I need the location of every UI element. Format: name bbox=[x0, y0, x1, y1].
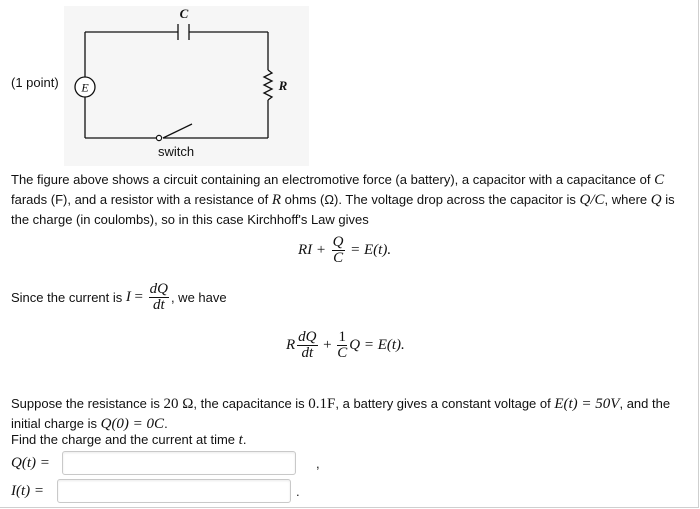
capacitor-label: C bbox=[179, 6, 189, 21]
switch-contact bbox=[156, 135, 161, 140]
current-definition bbox=[11, 282, 227, 313]
eq2-rhs: Q = E(t). bbox=[349, 337, 405, 353]
current-var-i: I bbox=[125, 289, 131, 305]
differential-equation bbox=[286, 330, 405, 361]
q-answer-label: Q(t) = bbox=[11, 455, 50, 471]
kirchhoff-equation bbox=[298, 235, 391, 266]
given-resistance: 20 Ω bbox=[163, 396, 194, 412]
switch-label: switch bbox=[157, 144, 195, 159]
current-text-2: , we have bbox=[170, 290, 227, 305]
given-paragraph bbox=[11, 394, 689, 434]
i-answer-suffix: . bbox=[296, 484, 300, 499]
current-fraction bbox=[149, 282, 169, 313]
given-text-4: , and the initial charge is bbox=[11, 396, 671, 431]
intro-text-2: farads (F), and a resistor with a resistance of bbox=[11, 192, 272, 207]
eq2-fraction-2 bbox=[337, 330, 347, 361]
given-capacitance: 0.1F bbox=[308, 396, 336, 412]
eq2-plus: + bbox=[323, 337, 332, 353]
i-answer-label: I(t) = bbox=[11, 483, 45, 499]
task-var-t: t bbox=[238, 432, 243, 448]
eq2-denominator-2: C bbox=[337, 345, 348, 361]
task-text-2: . bbox=[242, 432, 247, 447]
q-answer-suffix: , bbox=[316, 456, 320, 471]
given-text-3: , a battery gives a constant voltage of bbox=[335, 396, 555, 411]
resistor-label: R bbox=[278, 78, 288, 93]
eq1-rhs: = E(t). bbox=[350, 242, 392, 258]
current-text-1: Since the current is bbox=[11, 290, 126, 305]
current-numerator: dQ bbox=[149, 281, 168, 297]
var-q-over-c: Q/C bbox=[579, 192, 605, 208]
eq1-fraction bbox=[332, 235, 345, 266]
circuit-figure bbox=[64, 6, 309, 166]
q-answer-input[interactable] bbox=[62, 451, 296, 475]
var-q: Q bbox=[650, 192, 662, 208]
task-text bbox=[11, 432, 246, 449]
intro-text-5: is the charge (in coulombs), so in this case Kirchhoff's Law gives bbox=[11, 192, 675, 227]
var-c: C bbox=[654, 172, 665, 188]
i-answer-input[interactable] bbox=[57, 479, 291, 503]
points-label: (1 point) bbox=[11, 75, 59, 90]
given-text-5: . bbox=[164, 416, 168, 431]
eq1-lhs: RI + bbox=[298, 242, 327, 258]
intro-text-1: The figure above shows a circuit containing an electromotive force (a battery), a capacitor with a capacitance of bbox=[11, 172, 655, 187]
task-text-1: Find the charge and the current at time bbox=[11, 432, 239, 447]
eq2-r: R bbox=[286, 337, 296, 353]
intro-text-4: , where bbox=[604, 192, 651, 207]
emf-label: E bbox=[81, 80, 89, 95]
given-voltage: E(t) = 50V bbox=[554, 396, 620, 412]
eq2-numerator-1: dQ bbox=[298, 329, 317, 345]
eq1-numerator: Q bbox=[332, 234, 344, 250]
given-text-1: Suppose the resistance is bbox=[11, 396, 164, 411]
intro-text-3: ohms (Ω). The voltage drop across the capacitor is bbox=[281, 192, 580, 207]
eq2-numerator-2: 1 bbox=[338, 329, 346, 345]
current-equals: = bbox=[134, 289, 143, 305]
intro-paragraph bbox=[11, 170, 689, 229]
current-denominator: dt bbox=[152, 297, 165, 313]
given-initial-charge: Q(0) = 0C bbox=[100, 416, 165, 432]
eq2-fraction-1 bbox=[297, 330, 317, 361]
eq1-denominator: C bbox=[333, 250, 344, 266]
var-r: R bbox=[271, 192, 281, 208]
eq2-denominator-1: dt bbox=[301, 345, 314, 361]
given-text-2: , the capacitance is bbox=[193, 396, 309, 411]
